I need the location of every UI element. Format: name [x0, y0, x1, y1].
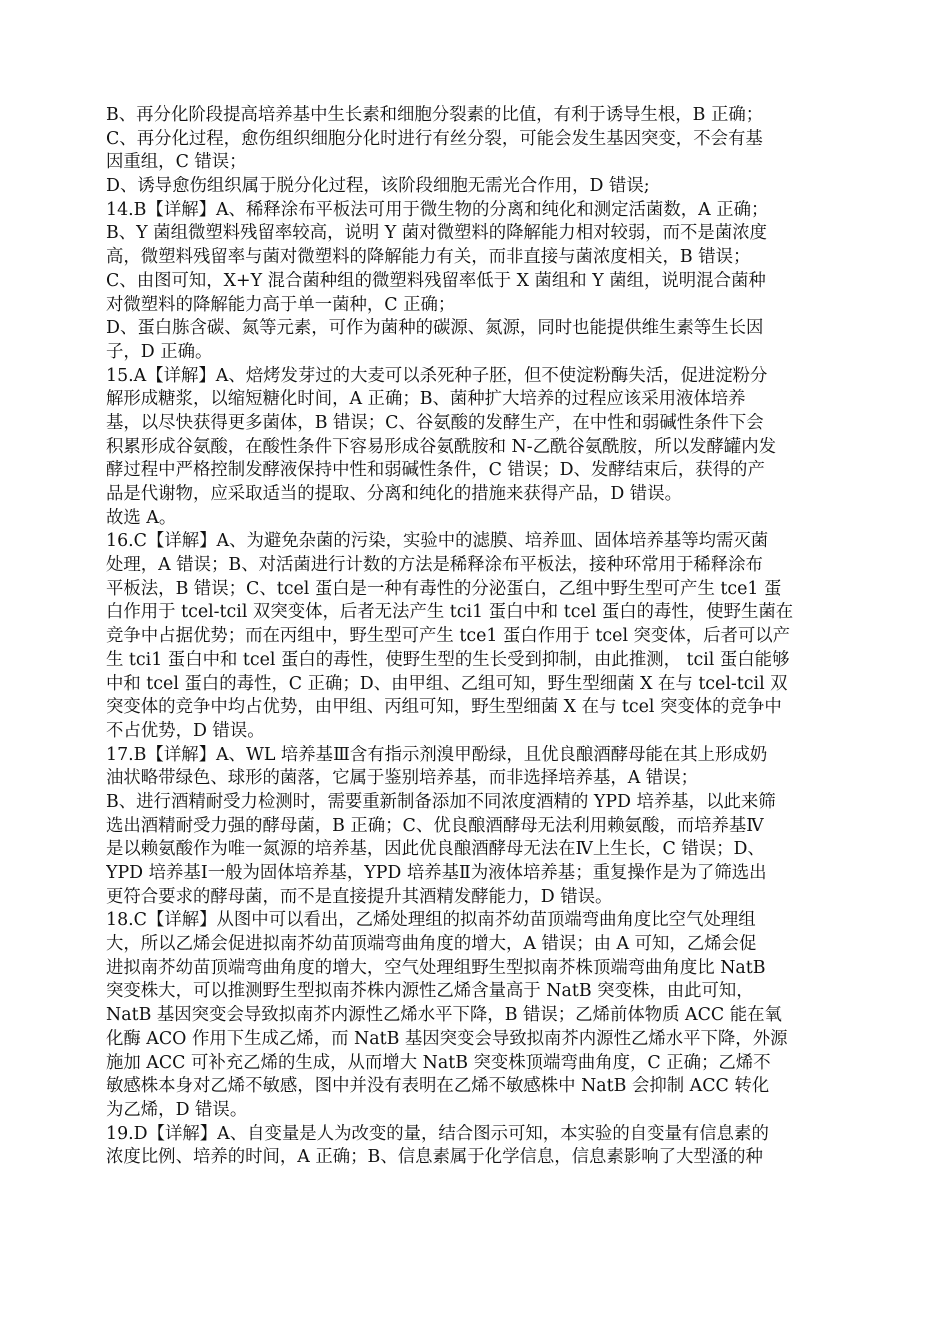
text-line: B、进行酒精耐受力检测时，需要重新制备添加不同浓度酒精的 YPD 培养基，以此来筛 [106, 791, 776, 812]
text-line: YPD 培养基Ⅰ一般为固体培养基，YPD 培养基Ⅱ为液体培养基；重复操作是为了筛选出 [106, 863, 767, 883]
text-line: 子，D 正确。 [106, 341, 213, 362]
text-line: 高，微塑料残留率与菌对微塑料的降解能力有关，而非直接与菌浓度相关，B 错误； [106, 247, 751, 268]
text-line: 更符合要求的酵母菌，而不是直接提升其酒精发酵能力，D 错误。 [106, 886, 613, 907]
text-line: 油状略带绿色、球形的菌落，它属于鉴别培养基，而非选择培养基，A 错误； [106, 768, 698, 789]
text-line: 酵过程中严格控制发酵液保持中性和弱碱性条件，C 错误；D、发酵结束后，获得的产 [106, 460, 765, 481]
text-line: 基，以尽快获得更多菌体，B 错误；C、谷氨酸的发酵生产，在中性和弱碱性条件下会 [106, 412, 764, 433]
text-line: 解形成糖浆，以缩短糖化时间，A 正确；B、菌种扩大培养的过程应该采用液体培养 [106, 389, 746, 410]
text-line: 15.A【详解】A、焙烤发芽过的大麦可以杀死种子胚，但不使淀粉酶失活，促进淀粉分 [106, 365, 768, 386]
text-line: 施加 ACC 可补充乙烯的生成，从而增大 NatB 突变株顶端弯曲角度，C 正确；乙烯不 [106, 1052, 771, 1073]
text-line: 进拟南芥幼苗顶端弯曲角度的增大，空气处理组野生型拟南芥株顶端弯曲角度比 NatB [106, 957, 766, 978]
text-line: C、由图可知，X+Y 混合菌种组的微塑料残留率低于 X 菌组和 Y 菌组，说明混合菌种 [106, 270, 766, 291]
text-line: B、再分化阶段提高培养基中生长素和细胞分裂素的比值，有利于诱导生根，B 正确； [106, 105, 764, 125]
text-line: 故选 A。 [106, 507, 177, 528]
text-line: 为乙烯，D 错误。 [106, 1099, 248, 1120]
text-line: 16.C【详解】A、为避免杂菌的污染，实验中的滤膜、培养皿、固体培养基等均需灭菌 [106, 531, 769, 552]
text-line: B、Y 菌组微塑料残留率较高，说明 Y 菌对微塑料的降解能力相对较弱，而不是菌浓度 [106, 223, 768, 244]
text-line: C、再分化过程，愈伤组织细胞分化时进行有丝分裂，可能会发生基因突变，不会有基 [106, 128, 763, 149]
answer-text-body [106, 104, 850, 1170]
text-line: 化酶 ACO 作用下生成乙烯，而 NatB 基因突变会导致拟南芥内源性乙烯水平下降，外源 [106, 1028, 788, 1049]
text-line: 竞争中占据优势；而在丙组中，野生型可产生 tce1 蛋白作用于 tcel 突变体，后者可以产 [106, 626, 791, 647]
text-line: NatB 基因突变会导致拟南芥内源性乙烯水平下降，B 错误；乙烯前体物质 ACC 能在氧 [106, 1005, 782, 1026]
text-line: 对微塑料的降解能力高于单一菌种，C 正确； [106, 294, 456, 315]
text-line: 18.C【详解】从图中可以看出，乙烯处理组的拟南芥幼苗顶端弯曲角度比空气处理组 [106, 910, 756, 931]
text-line: 突变株大，可以推测野生型拟南芥株内源性乙烯含量高于 NatB 突变株，由此可知， [106, 981, 754, 1002]
text-line: 积累形成谷氨酸，在酸性条件下容易形成谷氨酰胺和 N-乙酰谷氨酰胺，所以发酵罐内发 [106, 436, 777, 457]
text-line: 选出酒精耐受力强的酵母菌，B 正确；C、优良酿酒酵母无法利用赖氨酸，而培养基Ⅳ [106, 815, 764, 836]
text-line: 19.D【详解】A、自变量是人为改变的量，结合图示可知，本实验的自变量有信息素的 [106, 1123, 769, 1144]
text-line: 白作用于 tcel-tcil 双突变体，后者无法产生 tci1 蛋白中和 tcel 蛋白的毒性，使野生菌在 [106, 602, 794, 623]
text-line: 是以赖氨酸作为唯一氮源的培养基，因此优良酿酒酵母无法在Ⅳ上生长，C 错误；D、 [106, 839, 765, 860]
text-line: 品是代谢物，应采取适当的提取、分离和纯化的措施来获得产品，D 错误。 [106, 484, 682, 504]
text-line: D、蛋白胨含碳、氮等元素，可作为菌种的碳源、氮源，同时也能提供维生素等生长因 [106, 318, 764, 339]
text-line: 不占优势，D 错误。 [106, 720, 265, 741]
text-line: D、诱导愈伤组织属于脱分化过程，该阶段细胞无需光合作用，D 错误; [106, 176, 650, 197]
text-line: 生 tci1 蛋白中和 tcel 蛋白的毒性，使野生型的生长受到抑制，由此推测， tcil 蛋白能够 [106, 649, 790, 670]
text-line: 突变体的竞争中均占优势，由甲组、丙组可知，野生型细菌 X 在与 tcel 突变体的竞争中 [106, 697, 782, 718]
text-line: 中和 tcel 蛋白的毒性，C 正确；D、由甲组、乙组可知，野生型细菌 X 在与 tcel-tcil 双 [106, 673, 788, 694]
text-line: 平板法，B 错误；C、tcel 蛋白是一种有毒性的分泌蛋白，乙组中野生型可产生 tce1 蛋 [106, 578, 782, 599]
text-line: 大，所以乙烯会促进拟南芥幼苗顶端弯曲角度的增大，A 错误；由 A 可知，乙烯会促 [106, 934, 757, 955]
text-line: 处理，A 错误；B、对活菌进行计数的方法是稀释涂布平板法，接种环常用于稀释涂布 [106, 555, 763, 576]
text-line: 浓度比例、培养的时间，A 正确；B、信息素属于化学信息，信息素影响了大型溞的种 [106, 1147, 763, 1168]
text-line: 17.B【详解】A、WL 培养基Ⅲ含有指示剂溴甲酚绿，且优良酿酒酵母能在其上形成奶 [106, 744, 768, 765]
text-line: 敏感株本身对乙烯不敏感，图中并没有表明在乙烯不敏感株中 NatB 会抑制 ACC 转化 [106, 1076, 770, 1097]
text-line: 因重组，C 错误； [106, 152, 247, 173]
text-line: 14.B【详解】A、稀释涂布平板法可用于微生物的分离和纯化和测定活菌数，A 正确； [106, 199, 769, 220]
